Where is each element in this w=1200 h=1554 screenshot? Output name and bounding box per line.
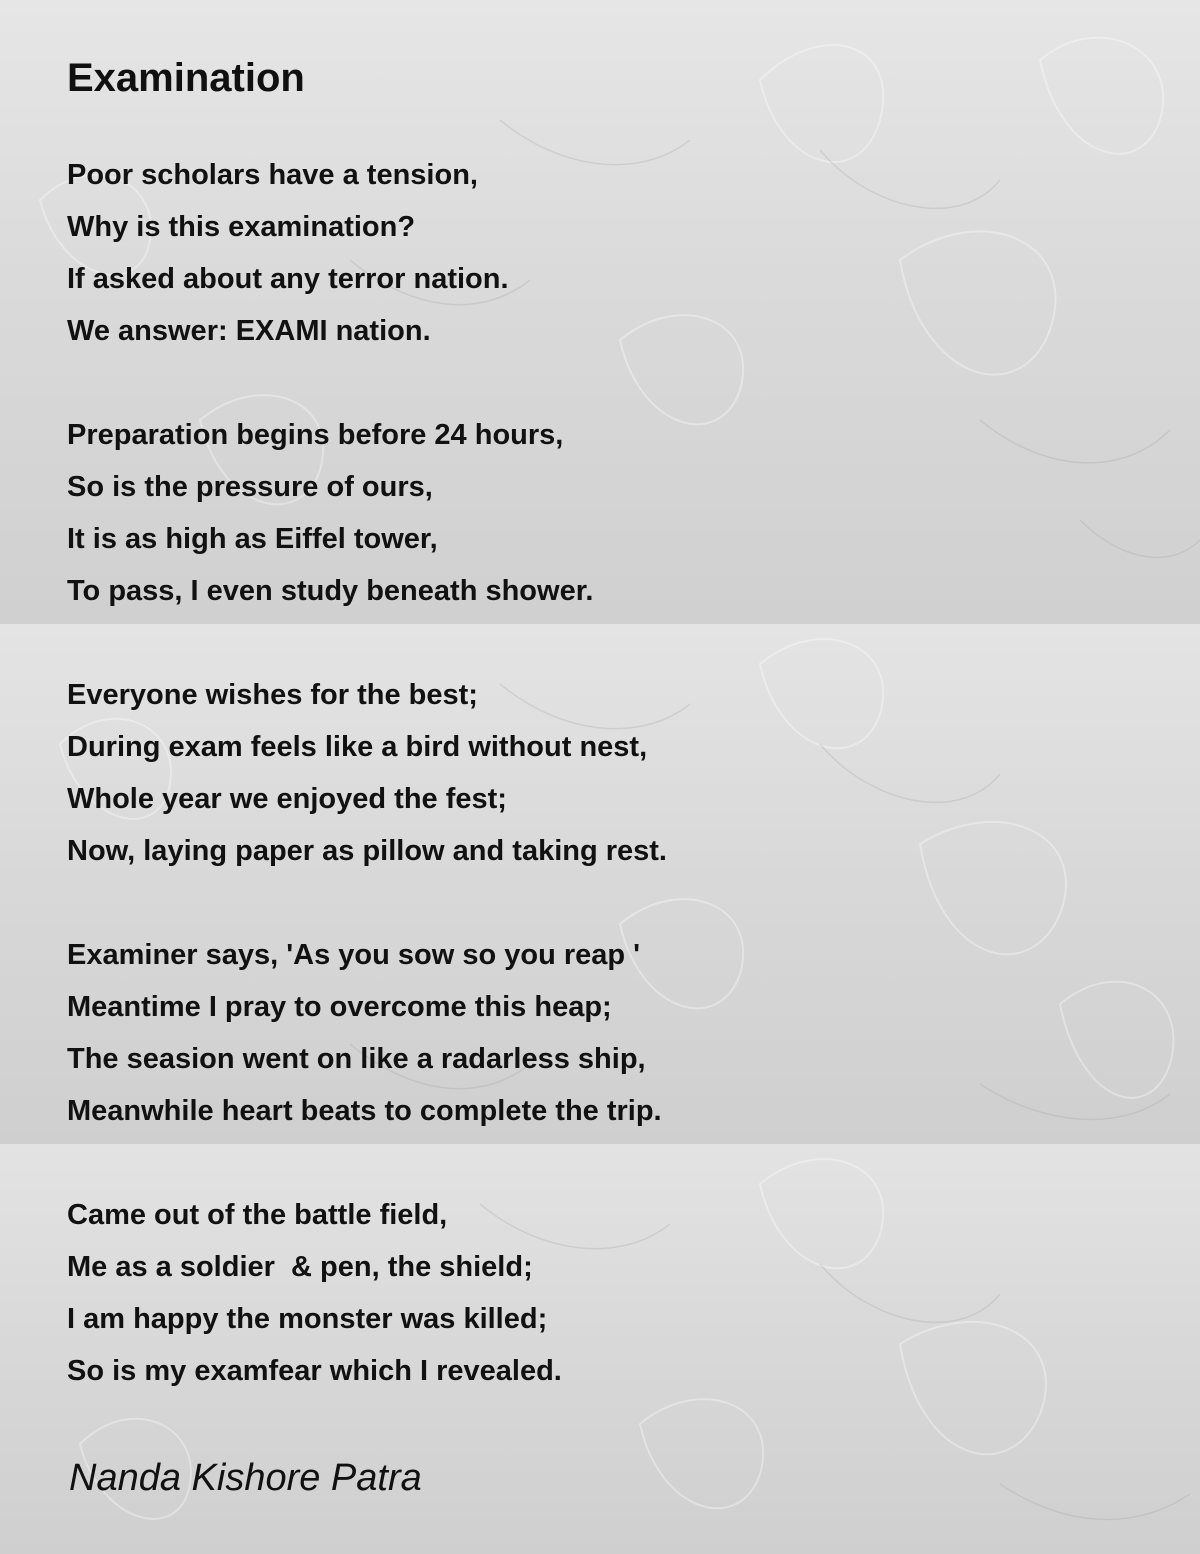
poem-line: Meantime I pray to overcome this heap; bbox=[67, 991, 612, 1023]
poem-line: The seasion went on like a radarless ship, bbox=[67, 1043, 646, 1075]
stanza-2 bbox=[67, 409, 593, 617]
poem-line: Meanwhile heart beats to complete the trip. bbox=[67, 1095, 662, 1127]
stanza-3 bbox=[67, 669, 667, 877]
poem-line: Whole year we enjoyed the fest; bbox=[67, 783, 507, 815]
stanza-5 bbox=[67, 1189, 562, 1397]
poem-line: Poor scholars have a tension, bbox=[67, 159, 478, 191]
poem-line: We answer: EXAMI nation. bbox=[67, 315, 431, 347]
poem-line: So is my examfear which I revealed. bbox=[67, 1355, 562, 1387]
poem-line: Why is this examination? bbox=[67, 211, 416, 243]
poem-line: I am happy the monster was killed; bbox=[67, 1303, 548, 1335]
poem-author: Nanda Kishore Patra bbox=[69, 1457, 422, 1499]
poem-line: Examiner says, 'As you sow so you reap ' bbox=[67, 939, 641, 971]
poem-line: Me as a soldier & pen, the shield; bbox=[67, 1251, 533, 1283]
stanza-1 bbox=[67, 149, 509, 357]
poem-line: So is the pressure of ours, bbox=[67, 471, 433, 503]
poem-title: Examination bbox=[67, 56, 305, 100]
poem-line: During exam feels like a bird without nest, bbox=[67, 731, 648, 763]
poem-line: Everyone wishes for the best; bbox=[67, 679, 478, 711]
poem-line: Came out of the battle field, bbox=[67, 1199, 448, 1231]
poem-line: If asked about any terror nation. bbox=[67, 263, 509, 295]
poem-line: Now, laying paper as pillow and taking rest. bbox=[67, 835, 667, 867]
poem-line: To pass, I even study beneath shower. bbox=[67, 575, 594, 607]
poem-line: It is as high as Eiffel tower, bbox=[67, 523, 438, 555]
poem-line: Preparation begins before 24 hours, bbox=[67, 419, 564, 451]
stanza-4 bbox=[67, 929, 662, 1137]
